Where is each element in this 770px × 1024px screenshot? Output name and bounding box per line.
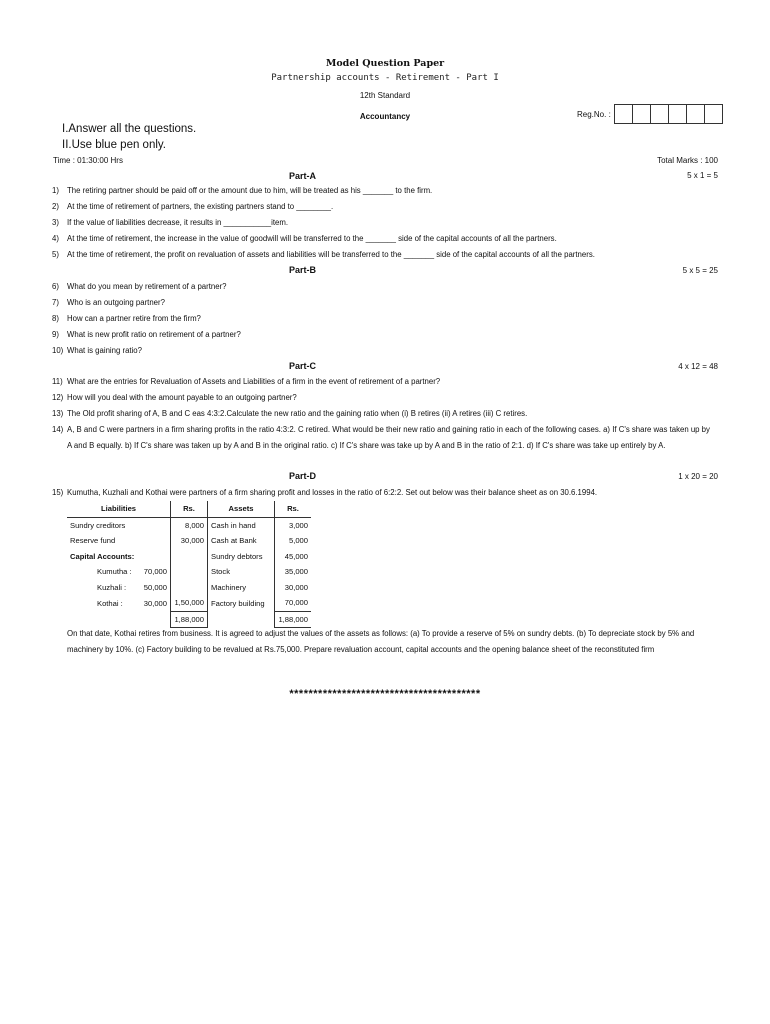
- question-number: 2): [52, 202, 59, 211]
- question-number: 1): [52, 186, 59, 195]
- part-d-marks: 1 x 20 = 20: [678, 472, 718, 481]
- question-text: Kumutha, Kuzhali and Kothai were partners of a firm sharing profit and losses in the ratio of 6:2:2. Set out below was their balance sheet as on 30.6.1994.: [67, 488, 598, 497]
- question-7: [52, 295, 712, 311]
- question-text: What is new profit ratio on retirement of a partner?: [67, 330, 241, 339]
- paper-title: Model Question Paper: [325, 58, 445, 69]
- question-1: [52, 183, 712, 199]
- reg-no-box: [651, 104, 669, 124]
- paper-subtitle: Partnership accounts - Retirement - Part I: [271, 73, 499, 83]
- balance-sheet-table: [67, 501, 311, 628]
- part-c-title: Part-C: [288, 361, 316, 371]
- part-a-title: Part-A: [288, 171, 316, 181]
- question-9: [52, 327, 712, 343]
- total-liabilities: 1,88,000: [171, 611, 208, 628]
- reg-no-field: [577, 104, 723, 124]
- reg-no-boxes: [614, 104, 723, 124]
- liability-amount: [171, 580, 208, 596]
- asset-name: Sundry debtors: [208, 549, 275, 565]
- question-11: [52, 374, 712, 390]
- reg-no-box: [669, 104, 687, 124]
- question-text: What is gaining ratio?: [67, 346, 142, 355]
- question-text: At the time of retirement of partners, the existing partners stand to ________.: [67, 202, 334, 211]
- total-assets: 1,88,000: [275, 611, 312, 628]
- part-b-title: Part-B: [288, 265, 316, 275]
- question-number: 15): [52, 488, 64, 497]
- liability-amount: 1,50,000: [171, 595, 208, 611]
- partner-capital: 50,000: [143, 582, 167, 592]
- table-row: [67, 549, 311, 565]
- instruction-2: II.Use blue pen only.: [62, 139, 166, 151]
- question-text: What do you mean by retirement of a partner?: [67, 282, 227, 291]
- question-text: Who is an outgoing partner?: [67, 298, 165, 307]
- question-13: [52, 406, 712, 422]
- question-5: [52, 247, 712, 263]
- asset-name: Cash in hand: [208, 517, 275, 533]
- asset-amount: 30,000: [275, 580, 312, 596]
- asset-name: Stock: [208, 564, 275, 580]
- table-row: [67, 564, 311, 580]
- partner-name: Kuzhali :: [97, 582, 127, 592]
- table-row: [67, 595, 311, 611]
- reg-no-label: Reg.No. :: [577, 109, 611, 119]
- subject-label: Accountancy: [359, 112, 411, 121]
- asset-amount: 70,000: [275, 595, 312, 611]
- col-liabilities: Liabilities: [67, 501, 171, 517]
- question-number: 10): [52, 346, 64, 355]
- question-number: 5): [52, 250, 59, 259]
- time-label: Time : 01:30:00 Hrs: [53, 156, 123, 165]
- liability-name: Reserve fund: [70, 536, 116, 546]
- part-a-marks: 5 x 1 = 5: [687, 171, 718, 180]
- partner-capital: 30,000: [143, 598, 167, 608]
- question-3: [52, 215, 712, 231]
- liability-amount: [171, 549, 208, 565]
- question-text: At the time of retirement, the profit on revaluation of assets and liabilities will be transferred to the _______ side of the capital accounts of all the partners.: [67, 250, 595, 259]
- col-assets: Assets: [208, 501, 275, 517]
- reg-no-box: [705, 104, 723, 124]
- question-number: 8): [52, 314, 59, 323]
- question-number: 9): [52, 330, 59, 339]
- asset-name: Cash at Bank: [208, 533, 275, 549]
- liability-name: Capital Accounts:: [70, 551, 135, 561]
- question-number: 13): [52, 409, 64, 418]
- partner-name: Kumutha :: [97, 567, 132, 577]
- question-12: [52, 390, 712, 406]
- table-row: [67, 533, 311, 549]
- question-number: 6): [52, 282, 59, 291]
- question-text: A, B and C were partners in a firm sharing profits in the ratio 4:3:2. C retired. What would be their new ratio and gaining ratio in each of the following cases. a) If C's share was taken up by A and B equally. b) If C's share was taken up by A and B in the original ratio. c) If C's share was take up by A and B in the ratio of 2:1. d) If C's share was take up entirely by A.: [67, 425, 710, 450]
- question-number: 12): [52, 393, 64, 402]
- question-14: [52, 422, 712, 454]
- question-15: [52, 485, 712, 501]
- question-number: 7): [52, 298, 59, 307]
- total-marks: Total Marks : 100: [657, 156, 718, 165]
- question-text: If the value of liabilities decrease, it results in ___________item.: [67, 218, 289, 227]
- asset-amount: 35,000: [275, 564, 312, 580]
- table-header-row: [67, 501, 311, 517]
- question-text: The Old profit sharing of A, B and C eas 4:3:2.Calculate the new ratio and the gaining ratio when (i) B retires (ii) A retires (iii) C retires.: [67, 409, 528, 418]
- question-6: [52, 279, 712, 295]
- asset-name: Machinery: [208, 580, 275, 596]
- question-10: [52, 343, 712, 359]
- col-rs-right: Rs.: [275, 501, 312, 517]
- liability-amount: 30,000: [171, 533, 208, 549]
- part-c-marks: 4 x 12 = 48: [678, 362, 718, 371]
- col-rs-left: Rs.: [171, 501, 208, 517]
- instruction-1: I.Answer all the questions.: [62, 123, 197, 135]
- question-8: [52, 311, 712, 327]
- question-text: How will you deal with the amount payable to an outgoing partner?: [67, 393, 297, 402]
- question-text: At the time of retirement, the increase in the value of goodwill will be transferred to the _______ side of the capital accounts of all the partners.: [67, 234, 557, 243]
- liability-amount: [171, 564, 208, 580]
- asset-amount: 45,000: [275, 549, 312, 565]
- question-2: [52, 199, 712, 215]
- liability-amount: 8,000: [171, 517, 208, 533]
- question-number: 4): [52, 234, 59, 243]
- reg-no-box: [633, 104, 651, 124]
- table-row: [67, 580, 311, 596]
- asset-amount: 5,000: [275, 533, 312, 549]
- partner-capital: 70,000: [143, 567, 167, 577]
- question-text: The retiring partner should be paid off or the amount due to him, will be treated as his _______ to the firm.: [67, 186, 433, 195]
- question-text: What are the entries for Revaluation of Assets and Liabilities of a firm in the event of retirement of a partner?: [67, 377, 441, 386]
- table-row: [67, 517, 311, 533]
- question-number: 14): [52, 425, 64, 434]
- reg-no-box: [614, 104, 633, 124]
- partner-name: Kothai :: [97, 598, 123, 608]
- end-of-paper-marker: ****************************************: [289, 688, 481, 700]
- question-text: How can a partner retire from the firm?: [67, 314, 201, 323]
- question-15-instructions: On that date, Kothai retires from business. It is agreed to adjust the values of the assets as follows: (a) To provide a reserve of 5% on sundry debts. (b) To depreciate stock by 5% and machinery by 10%. (c) Factory building to be revalued at Rs.75,000. Prepare revaluation account, capital accounts and the opening balance sheet of the reconstituted firm: [67, 629, 695, 654]
- question-number: 11): [52, 377, 63, 386]
- question-number: 3): [52, 218, 59, 227]
- asset-amount: 3,000: [275, 517, 312, 533]
- reg-no-box: [687, 104, 705, 124]
- liability-name: Sundry creditors: [70, 520, 126, 530]
- part-d-title: Part-D: [288, 471, 316, 481]
- part-b-marks: 5 x 5 = 25: [682, 266, 718, 275]
- asset-name: Factory building: [208, 595, 275, 611]
- question-4: [52, 231, 712, 247]
- standard-label: 12th Standard: [359, 91, 411, 100]
